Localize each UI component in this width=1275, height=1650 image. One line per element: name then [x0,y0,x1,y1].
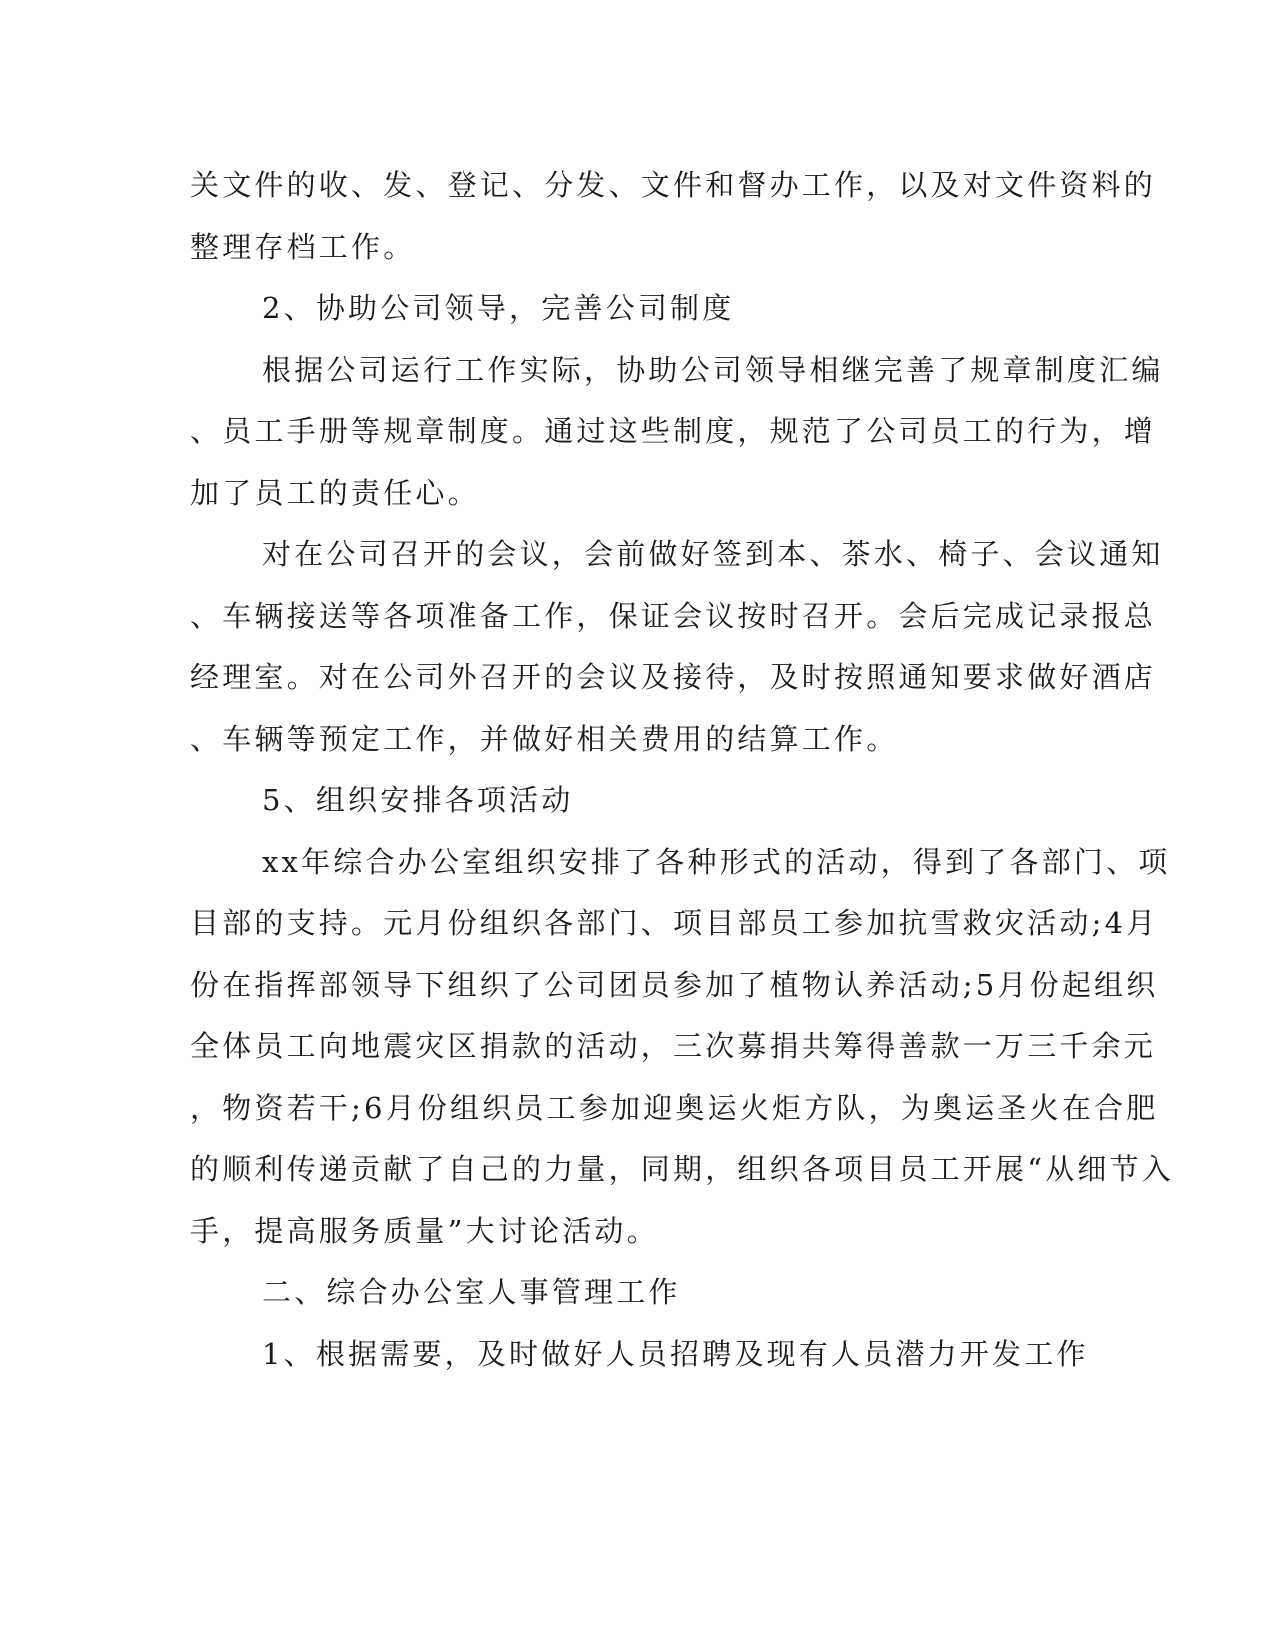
section-heading: 二、综合办公室人事管理工作 [262,1275,681,1309]
text-line: 、车辆接送等各项准备工作，保证会议按时召开。会后完成记录报总 [190,598,1157,633]
text-line: 份在指挥部领导下组织了公司团员参加了植物认养活动;5月份起组织 [190,967,1159,1002]
text-line: 、员工手册等规章制度。通过这些制度，规范了公司员工的行为，增 [190,414,1157,448]
text-line: 手，提高服务质量”大讨论活动。 [190,1213,659,1248]
text-line: 、车辆等预定工作，并做好相关费用的结算工作。 [190,721,899,756]
text-line: 根据公司运行工作实际，协助公司领导相继完善了规章制度汇编 [262,352,1164,387]
document-body [190,155,1175,1385]
section-heading: 5、组织安排各项活动 [262,783,574,817]
text-line: xx年综合办公室组织安排了各种形式的活动，得到了各部门、项 [262,844,1171,879]
text-line: 目部的支持。元月份组织各部门、项目部员工参加抗雪救灾活动;4月 [190,906,1159,940]
text-line: 整理存档工作。 [190,229,416,264]
text-line: ，物资若干;6月份组织员工参加迎奥运火炬方队，为奥运圣火在合肥 [190,1090,1159,1125]
text-line: 的顺利传递贡献了自己的力量，同期，组织各项目员工开展“从细节入 [190,1152,1175,1186]
section-heading: 2、协助公司领导，完善公司制度 [262,291,735,325]
text-line: 经理室。对在公司外召开的会议及接待，及时按照通知要求做好酒店 [190,660,1157,694]
text-line: 对在公司召开的会议，会前做好签到本、茶水、椅子、会议通知 [262,537,1164,571]
text-line: 关文件的收、发、登记、分发、文件和督办工作，以及对文件资料的 [190,168,1157,202]
text-line: 加了员工的责任心。 [190,475,480,510]
text-line: 全体员工向地震灾区捐款的活动，三次募捐共筹得善款一万三千余元 [190,1029,1157,1063]
section-heading: 1、根据需要，及时做好人员招聘及现有人员潜力开发工作 [262,1336,1089,1371]
